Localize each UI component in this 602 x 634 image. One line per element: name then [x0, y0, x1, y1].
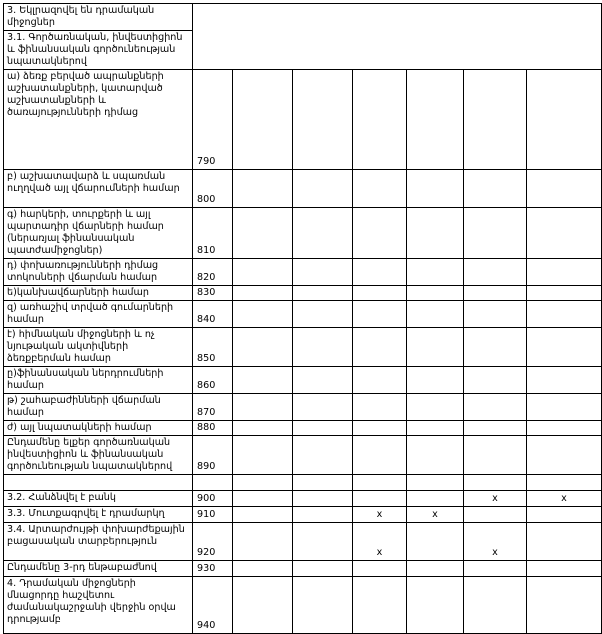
table-row — [4, 70, 602, 170]
value-cell[interactable] — [464, 561, 527, 577]
section-heading: 3.1. Գործառնական, ինվեստիցիոն և ֆինանսական գործունեության նպատակներով — [4, 31, 193, 70]
value-cell[interactable] — [527, 436, 602, 475]
row-label: ե)կանխավճարների համար — [4, 286, 193, 301]
value-cell[interactable] — [293, 561, 353, 577]
row-label: 4. Դրամական միջոցների մնացորդը հաշվետու ժամանակաշրջանի վերջին օրվա դրությամբ — [4, 577, 193, 634]
value-cell[interactable] — [293, 259, 353, 286]
row-code: 820 — [193, 259, 233, 286]
value-cell[interactable] — [407, 70, 464, 170]
value-cell[interactable] — [527, 208, 602, 259]
table-row — [4, 561, 602, 577]
table-row — [4, 491, 602, 507]
header-blank-area — [193, 4, 602, 70]
table-body — [4, 4, 602, 634]
value-cell[interactable] — [527, 70, 602, 170]
value-cell[interactable] — [527, 507, 602, 523]
row-label: 3.3. Մուտքագրվել է դրամարկղ — [4, 507, 193, 523]
table-row — [4, 421, 602, 436]
value-cell[interactable] — [353, 301, 407, 328]
value-cell[interactable] — [353, 436, 407, 475]
value-cell[interactable] — [353, 286, 407, 301]
section-heading: 3. Եկլրազովել են դրամական միջոցներ — [4, 4, 193, 31]
value-cell[interactable] — [464, 507, 527, 523]
value-cell[interactable] — [293, 301, 353, 328]
value-cell[interactable] — [233, 70, 293, 170]
table-row — [4, 394, 602, 421]
value-cell[interactable] — [353, 577, 407, 634]
value-cell[interactable] — [233, 491, 293, 507]
value-cell[interactable] — [464, 301, 527, 328]
row-code: 870 — [193, 394, 233, 421]
value-cell[interactable] — [353, 421, 407, 436]
row-label: զ) առհաշիվ տրված գումարների համար — [4, 301, 193, 328]
row-label — [4, 475, 193, 491]
value-cell[interactable] — [464, 577, 527, 634]
row-code — [193, 475, 233, 491]
value-cell[interactable] — [407, 436, 464, 475]
value-cell[interactable] — [407, 523, 464, 561]
value-cell[interactable] — [464, 208, 527, 259]
value-cell[interactable] — [293, 286, 353, 301]
value-cell[interactable] — [407, 208, 464, 259]
value-cell[interactable] — [293, 421, 353, 436]
value-cell[interactable] — [464, 475, 527, 491]
row-code: 910 — [193, 507, 233, 523]
value-cell[interactable]: x — [353, 507, 407, 523]
value-cell[interactable] — [464, 394, 527, 421]
row-label: ժ) այլ նպատակների համար — [4, 421, 193, 436]
value-cell[interactable] — [464, 286, 527, 301]
value-cell[interactable] — [293, 170, 353, 208]
table-row — [4, 367, 602, 394]
row-label: գ) հարկերի, տուրքերի և այլ պարտադիր վճարների համար (ներառյալ ֆինանսական պատժամիջոցներ) — [4, 208, 193, 259]
table-row — [4, 4, 602, 31]
table-row — [4, 208, 602, 259]
value-cell[interactable] — [353, 561, 407, 577]
table-row — [4, 301, 602, 328]
value-cell[interactable] — [407, 577, 464, 634]
value-cell[interactable] — [233, 523, 293, 561]
row-code: 850 — [193, 328, 233, 367]
value-cell[interactable] — [293, 507, 353, 523]
row-code: 930 — [193, 561, 233, 577]
value-cell[interactable] — [233, 577, 293, 634]
value-cell[interactable] — [464, 328, 527, 367]
value-cell[interactable] — [464, 70, 527, 170]
row-code: 790 — [193, 70, 233, 170]
row-code: 810 — [193, 208, 233, 259]
value-cell[interactable] — [407, 367, 464, 394]
value-cell[interactable] — [293, 367, 353, 394]
row-code: 890 — [193, 436, 233, 475]
row-code: 830 — [193, 286, 233, 301]
row-label: Ընդամենը 3-րդ ենթաբաժնով — [4, 561, 193, 577]
value-cell[interactable] — [407, 491, 464, 507]
value-cell[interactable] — [527, 328, 602, 367]
value-cell[interactable] — [464, 421, 527, 436]
value-cell[interactable] — [527, 421, 602, 436]
row-code: 800 — [193, 170, 233, 208]
value-cell[interactable] — [407, 170, 464, 208]
value-cell[interactable] — [353, 491, 407, 507]
value-cell[interactable] — [233, 475, 293, 491]
row-label: թ) շահաբաժինների վճարման համար — [4, 394, 193, 421]
row-label: է) հիմնական միջոցների և ոչ նյութական ակտիվների ձեռքբերման համար — [4, 328, 193, 367]
table-row — [4, 170, 602, 208]
value-cell[interactable]: x — [407, 507, 464, 523]
value-cell[interactable] — [407, 301, 464, 328]
value-cell[interactable] — [293, 328, 353, 367]
value-cell[interactable] — [527, 259, 602, 286]
value-cell[interactable] — [407, 561, 464, 577]
row-label: Ընդամենը ելքեր գործառնական ինվեստիցիոն և ֆինանսական գործունեության նպատակներով — [4, 436, 193, 475]
value-cell[interactable] — [353, 394, 407, 421]
table-row — [4, 286, 602, 301]
value-cell[interactable] — [293, 394, 353, 421]
value-cell[interactable] — [233, 286, 293, 301]
value-cell[interactable]: x — [464, 523, 527, 561]
value-cell[interactable] — [233, 507, 293, 523]
row-label: ը)ֆինանսական ներդրումների համար — [4, 367, 193, 394]
value-cell[interactable] — [527, 577, 602, 634]
value-cell[interactable] — [527, 523, 602, 561]
value-cell[interactable] — [527, 475, 602, 491]
value-cell[interactable] — [407, 394, 464, 421]
value-cell[interactable] — [233, 208, 293, 259]
value-cell[interactable]: x — [353, 523, 407, 561]
value-cell[interactable] — [527, 561, 602, 577]
value-cell[interactable] — [233, 436, 293, 475]
value-cell[interactable] — [233, 301, 293, 328]
value-cell[interactable]: x — [527, 491, 602, 507]
table-row — [4, 523, 602, 561]
value-cell[interactable] — [464, 170, 527, 208]
value-cell[interactable] — [527, 286, 602, 301]
cash-flow-table — [3, 3, 602, 634]
row-label: 3.4. Արտարժույթի փոխարժեքային բացասական տարբերություն — [4, 523, 193, 561]
value-cell[interactable]: x — [464, 491, 527, 507]
value-cell[interactable] — [527, 301, 602, 328]
value-cell[interactable] — [233, 259, 293, 286]
value-cell[interactable] — [407, 328, 464, 367]
row-code: 920 — [193, 523, 233, 561]
value-cell[interactable] — [464, 259, 527, 286]
value-cell[interactable] — [407, 421, 464, 436]
row-label: ա) ձեռք բերված ապրանքների աշխատանքների, կատարված աշխատանքների և ծառայությունների դիմաց — [4, 70, 193, 170]
value-cell[interactable] — [353, 328, 407, 367]
value-cell[interactable] — [464, 367, 527, 394]
row-code: 840 — [193, 301, 233, 328]
value-cell[interactable] — [293, 577, 353, 634]
value-cell[interactable] — [407, 259, 464, 286]
table-row — [4, 475, 602, 491]
value-cell[interactable] — [233, 394, 293, 421]
table-row — [4, 328, 602, 367]
row-label: դ) փոխառությունների դիմաց տոկոսների վճարման համար — [4, 259, 193, 286]
value-cell[interactable] — [293, 70, 353, 170]
value-cell[interactable] — [527, 367, 602, 394]
value-cell[interactable] — [407, 286, 464, 301]
value-cell[interactable] — [293, 491, 353, 507]
value-cell[interactable] — [293, 436, 353, 475]
value-cell[interactable] — [293, 475, 353, 491]
value-cell[interactable] — [407, 475, 464, 491]
value-cell[interactable] — [293, 523, 353, 561]
table-row — [4, 259, 602, 286]
table-row — [4, 507, 602, 523]
value-cell[interactable] — [353, 259, 407, 286]
value-cell[interactable] — [293, 208, 353, 259]
table-row — [4, 577, 602, 634]
row-code: 900 — [193, 491, 233, 507]
value-cell[interactable] — [353, 367, 407, 394]
value-cell[interactable] — [233, 328, 293, 367]
row-label: 3.2. Հանձնվել է բանկ — [4, 491, 193, 507]
value-cell[interactable] — [464, 436, 527, 475]
row-code: 940 — [193, 577, 233, 634]
value-cell[interactable] — [353, 208, 407, 259]
value-cell[interactable] — [527, 170, 602, 208]
value-cell[interactable] — [527, 394, 602, 421]
row-code: 860 — [193, 367, 233, 394]
value-cell[interactable] — [233, 421, 293, 436]
table-row — [4, 436, 602, 475]
value-cell[interactable] — [353, 475, 407, 491]
row-code: 880 — [193, 421, 233, 436]
value-cell[interactable] — [233, 367, 293, 394]
value-cell[interactable] — [233, 170, 293, 208]
value-cell[interactable] — [353, 170, 407, 208]
row-label: բ) աշխատավարձ և սպառման ուղղված այլ վճարումների համար — [4, 170, 193, 208]
value-cell[interactable] — [353, 70, 407, 170]
value-cell[interactable] — [233, 561, 293, 577]
